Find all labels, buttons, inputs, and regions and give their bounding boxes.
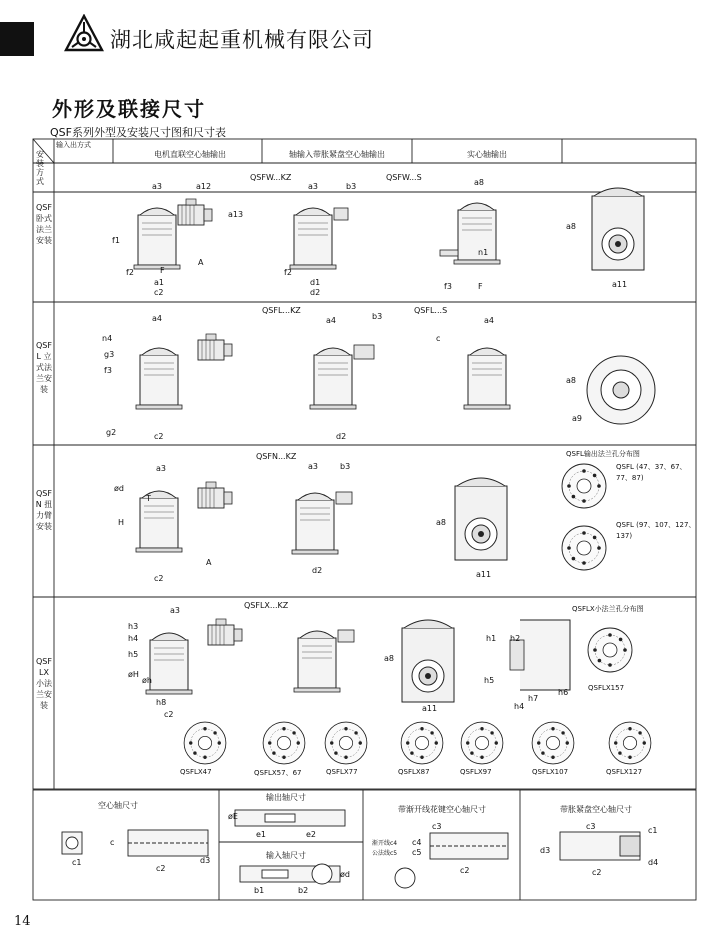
flange-label: QSFLX47	[180, 768, 212, 776]
section-title: 外形及联接尺寸	[52, 97, 206, 121]
dim-label: H	[118, 518, 125, 527]
drawing-title-qsfw-s: QSFW...S	[386, 173, 422, 182]
dim-label: øE	[228, 812, 238, 821]
dim-label: h3	[128, 622, 139, 631]
dim-label: a3	[152, 182, 162, 191]
row-label-qsflx: QSFLX 小法兰安装	[36, 657, 52, 710]
dim-label: a3	[170, 606, 180, 615]
panel-title-input-shaft: 输入轴尺寸	[266, 851, 306, 860]
drawing-title-qsfl-s: QSFL...S	[414, 306, 448, 315]
dim-label: b1	[254, 886, 265, 895]
dim-label: h5	[128, 650, 139, 659]
dim-label: h4	[514, 702, 525, 711]
table-title: QSF系列外型及安装尺寸图和尺寸表	[50, 126, 226, 139]
drawing-title-qsfl-kz: QSFL...KZ	[262, 306, 301, 315]
dim-label: c2	[164, 710, 174, 719]
flange-label: QSFLX57、67	[254, 769, 302, 777]
dim-label: c2	[154, 574, 164, 583]
dim-label: d2	[336, 432, 347, 441]
dim-label: n4	[102, 334, 113, 343]
dim-label: c2	[154, 432, 164, 441]
flange-note-a: QSFL (47、37、67、77、87)	[616, 463, 687, 482]
dim-label: F	[160, 266, 165, 275]
dim-label: h4	[128, 634, 139, 643]
dim-label: d4	[648, 858, 659, 867]
drawing-title-qsfn-kz: QSFN...KZ	[256, 452, 297, 461]
dim-label: h5	[484, 676, 495, 685]
dim-label: c3	[586, 822, 596, 831]
dim-label: øH	[128, 670, 139, 679]
dim-label: a8	[436, 518, 446, 527]
dim-label: c	[110, 838, 115, 847]
dim-label: ød	[114, 484, 124, 493]
dim-label: a11	[612, 280, 628, 289]
dim-label: f2	[284, 268, 292, 277]
dim-label: d3	[200, 856, 211, 865]
flange-label: QSFLX87	[398, 768, 430, 776]
dim-label: d3	[540, 846, 551, 855]
page-number: 14	[14, 914, 31, 929]
dim-label: b3	[346, 182, 357, 191]
dim-label: c2	[156, 864, 166, 873]
dim-label: c	[436, 334, 441, 343]
column-header-3: 实心轴输出	[467, 150, 507, 159]
dim-label: c1	[72, 858, 82, 867]
row-label-qsfl: QSFL 立式法兰安装	[36, 341, 52, 394]
dim-label: d2	[310, 288, 321, 297]
dim-label: øh	[142, 676, 152, 685]
dim-label: a8	[384, 654, 394, 663]
dim-label: ød	[340, 870, 350, 879]
dim-label: f2	[126, 268, 134, 277]
company-name: 湖北咸起起重机械有限公司	[110, 28, 374, 52]
dim-label: a1	[154, 278, 164, 287]
column-header-2: 轴输入带胀紧盘空心轴输出	[289, 150, 385, 159]
dim-label: a4	[326, 316, 336, 325]
dim-label: e1	[256, 830, 267, 839]
keyed-note-1: 渐开线c4	[372, 840, 398, 847]
dim-label: a8	[566, 376, 576, 385]
row-label-qsfn: QSFN 扭力臂安装	[35, 489, 53, 531]
dim-label: b2	[298, 886, 309, 895]
dim-label: a3	[308, 182, 318, 191]
dim-label: a11	[476, 570, 492, 579]
dim-label: d1	[310, 278, 321, 287]
flange-label: QSFLX107	[532, 768, 569, 776]
dim-label: a8	[566, 222, 576, 231]
dim-label: h1	[486, 634, 497, 643]
dim-label: a8	[474, 178, 484, 187]
dim-label: c2	[154, 288, 164, 297]
dim-label: c5	[412, 848, 422, 857]
dim-label: A	[198, 258, 204, 267]
dim-label: g3	[104, 350, 115, 359]
dim-label: c2	[460, 866, 470, 875]
drawing-title-qsfl-flange: QSFL输出法兰孔分布图	[566, 450, 640, 458]
dim-label: c4	[412, 838, 422, 847]
dim-label: a3	[308, 462, 318, 471]
dim-label: T	[146, 494, 151, 503]
dim-label: g2	[106, 428, 117, 437]
dim-label: c1	[648, 826, 658, 835]
dim-label: a3	[156, 464, 166, 473]
column-header-1: 电机直联空心轴输出	[154, 150, 226, 159]
dim-label: h7	[528, 694, 539, 703]
corner-top-label: 输入出方式	[56, 141, 91, 149]
dim-label: a9	[572, 414, 582, 423]
corner-bottom-label: 安装方式	[36, 150, 44, 186]
row-label-qsf: QSF 卧式法兰安装	[36, 203, 52, 245]
dim-label: c2	[592, 868, 602, 877]
dim-label: f1	[112, 236, 120, 245]
flange-label: QSFLX97	[460, 768, 492, 776]
dim-label: f3	[444, 282, 452, 291]
dim-label: a12	[196, 182, 212, 191]
panel-title-keyed-hollow: 带渐开线花键空心轴尺寸	[398, 805, 486, 814]
drawing-title-qsflx-kz: QSFLX...KZ	[244, 601, 289, 610]
dim-label: f3	[104, 366, 112, 375]
dim-label: a11	[422, 704, 438, 713]
flange-label: QSFLX77	[326, 768, 358, 776]
dim-label: a4	[484, 316, 494, 325]
dim-label: h6	[558, 688, 569, 697]
panel-title-output-shaft: 输出轴尺寸	[266, 793, 306, 802]
drawing-title-qsflx-flange: QSFLX小法兰孔分布图	[572, 605, 644, 613]
dim-label: n1	[478, 248, 489, 257]
dim-label: a13	[228, 210, 244, 219]
dim-label: F	[478, 282, 483, 291]
dim-label: a4	[152, 314, 162, 323]
dim-label: h8	[156, 698, 167, 707]
flange-label-qsflx157: QSFLX157	[588, 684, 625, 692]
dim-label: e2	[306, 830, 317, 839]
flange-label: QSFLX127	[606, 768, 643, 776]
flange-note-b: QSFL (97、107、127、137)	[616, 521, 696, 540]
dim-label: A	[206, 558, 212, 567]
panel-title-hollow-shaft: 空心轴尺寸	[98, 801, 138, 810]
keyed-note-2: 公法线c5	[372, 850, 398, 857]
dim-label: b3	[340, 462, 351, 471]
dim-label: h2	[510, 634, 521, 643]
dim-label: b3	[372, 312, 383, 321]
drawing-title-qsfw-kz: QSFW...KZ	[250, 173, 292, 182]
dim-label: d2	[312, 566, 323, 575]
dim-label: c3	[432, 822, 442, 831]
panel-title-shrink-disc: 带胀紧盘空心轴尺寸	[560, 805, 632, 814]
